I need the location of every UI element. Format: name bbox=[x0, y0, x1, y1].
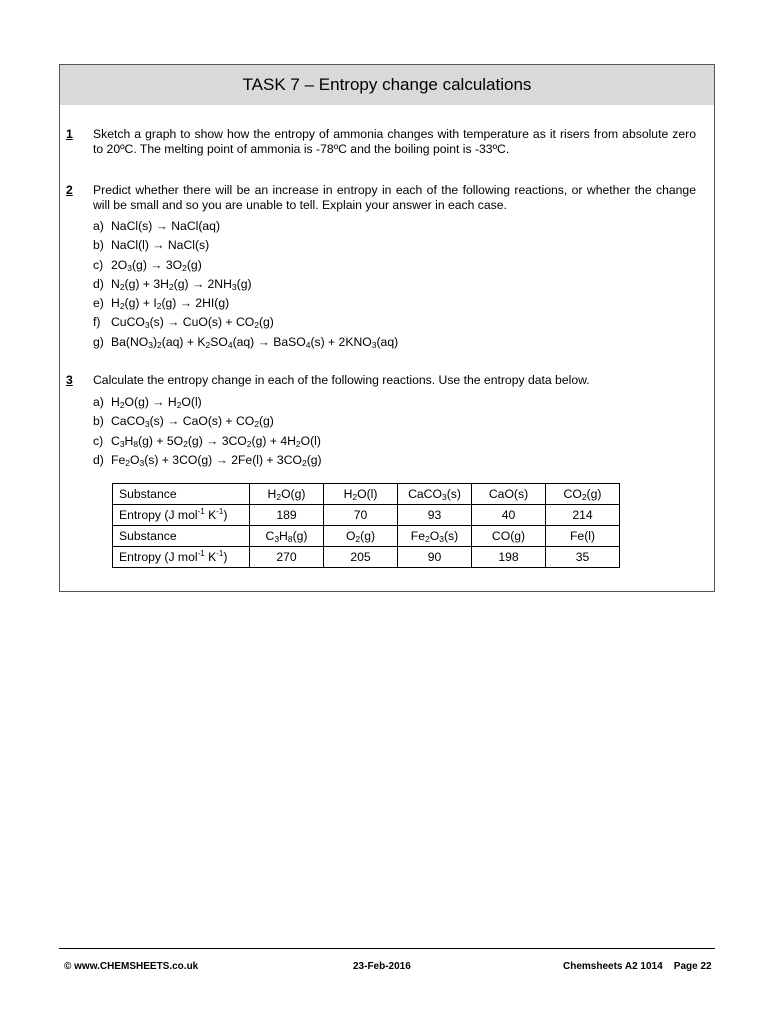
option-item bbox=[93, 333, 398, 352]
footer-divider bbox=[59, 948, 715, 949]
footer-date: 23-Feb-2016 bbox=[353, 961, 411, 972]
option-label: g) bbox=[93, 334, 104, 349]
reaction-equation: $H_2(g) + I_2(g) \to 2HI(g)$ bbox=[111, 296, 230, 312]
option-item bbox=[93, 451, 322, 470]
entropy-cell: 205 bbox=[324, 547, 398, 568]
reaction-equation: CaCO$_3$(s) → $CaO(s) + CO_2(g)$ bbox=[111, 414, 274, 430]
entropy-cell: 198 bbox=[472, 547, 546, 568]
question-text: Predict whether there will be an increase in entropy in each of the following reactions, or whether the change will be small and so you are unable to tell. Explain your answer in each case. bbox=[93, 183, 696, 212]
entropy-cell: 40 bbox=[472, 505, 546, 526]
substance-cell: $O_2(g)$ bbox=[324, 526, 398, 547]
substance-cell: $C_3H_8(g)$ bbox=[250, 526, 324, 547]
task-title: TASK 7 – Entropy change calculations bbox=[242, 75, 532, 94]
option-item bbox=[93, 313, 398, 332]
reaction-equation: $C_3H_8(g) + 5O_2(g) \to 3CO_2(g) + 4H_2O(l)$ bbox=[111, 433, 321, 449]
entropy-cell: 70 bbox=[324, 505, 398, 526]
option-label: b) bbox=[93, 414, 104, 429]
substance-cell: Fe(l) bbox=[546, 526, 620, 547]
question-text: Sketch a graph to show how the entropy of ammonia changes with temperature as it risers from absolute zero to 20ºC. The melting point of ammonia is -78ºC and the boiling point is -33ºC. bbox=[93, 127, 696, 156]
option-label: f) bbox=[93, 315, 101, 330]
option-label: a) bbox=[93, 219, 104, 233]
question-text: Calculate the entropy change in each of the following reactions. Use the entropy data below. bbox=[93, 373, 590, 387]
table-row bbox=[113, 547, 620, 568]
reaction-equation: $2O_3(g) \to 3O_2(g)$ bbox=[111, 257, 202, 273]
question-number: 3 bbox=[66, 373, 73, 387]
entropy-cell: 270 bbox=[250, 547, 324, 568]
reaction-equation: NaCl(s) → NaCl(aq) bbox=[111, 219, 221, 233]
option-item bbox=[93, 412, 322, 431]
footer-page-info: Chemsheets A2 1014 Page 22 bbox=[563, 961, 712, 972]
question-3-options bbox=[93, 393, 322, 470]
entropy-cell: 189 bbox=[250, 505, 324, 526]
option-label: c) bbox=[93, 433, 104, 448]
substance-cell: $H_2O(l)$ bbox=[324, 484, 398, 505]
option-item bbox=[93, 217, 398, 236]
question-2-options bbox=[93, 217, 398, 352]
option-item bbox=[93, 393, 322, 412]
entropy-cell: 90 bbox=[398, 547, 472, 568]
table-header-cell: Entropy (J mol$^{-1}$ $K^{-1}$) bbox=[113, 547, 250, 568]
table-row bbox=[113, 505, 620, 526]
substance-cell: $Fe_2O_3(s)$ bbox=[398, 526, 472, 547]
option-item bbox=[93, 236, 398, 255]
option-label: b) bbox=[93, 238, 104, 253]
task-header bbox=[60, 65, 714, 105]
option-label: c) bbox=[93, 257, 104, 272]
entropy-data-table bbox=[112, 483, 620, 568]
entropy-cell: 93 bbox=[398, 505, 472, 526]
substance-cell: CaO(s) bbox=[472, 484, 546, 505]
entropy-cell: 35 bbox=[546, 547, 620, 568]
reaction-equation: NaCl(l) → NaCl(s) bbox=[111, 238, 210, 253]
table-row bbox=[113, 526, 620, 547]
table-header-cell: Substance bbox=[113, 484, 250, 505]
option-label: a) bbox=[93, 395, 104, 409]
option-item bbox=[93, 256, 398, 275]
reaction-equation: $Fe_2O_3(s) + 3CO(g) \to 2Fe(l) + 3CO_2(g)$ bbox=[111, 452, 322, 468]
table-row bbox=[113, 484, 620, 505]
footer-website[interactable]: © www.CHEMSHEETS.co.uk bbox=[64, 961, 199, 972]
table-header-cell: Substance bbox=[113, 526, 250, 547]
option-label: d) bbox=[93, 452, 104, 467]
reaction-equation: $Ba(NO_3)_2(aq) + K_2SO_4(aq)$ → BaSO$_4$(s) + $2KNO_3(aq)$ bbox=[111, 334, 399, 350]
question-number: 2 bbox=[66, 183, 73, 197]
substance-cell: $H_2O(g)$ bbox=[250, 484, 324, 505]
reaction-equation: $N_2(g) + 3H_2(g) \to 2NH_3(g)$ bbox=[111, 276, 252, 292]
reaction-equation: $H_2O(g) \to H_2O(l)$ bbox=[111, 395, 202, 410]
question-number: 1 bbox=[66, 127, 73, 141]
substance-cell: $CO_2(g)$ bbox=[546, 484, 620, 505]
substance-cell: CO(g) bbox=[472, 526, 546, 547]
option-item bbox=[93, 432, 322, 451]
option-item bbox=[93, 294, 398, 313]
reaction-equation: CuCO$_3$(s) → $CuO(s) + CO_2(g)$ bbox=[111, 315, 274, 331]
task-box bbox=[59, 64, 715, 592]
table-header-cell: Entropy (J mol$^{-1}$ $K^{-1}$) bbox=[113, 505, 250, 526]
substance-cell: CaCO$_3$(s) bbox=[398, 484, 472, 505]
option-label: d) bbox=[93, 276, 104, 291]
entropy-cell: 214 bbox=[546, 505, 620, 526]
option-label: e) bbox=[93, 296, 104, 311]
option-item bbox=[93, 275, 398, 294]
